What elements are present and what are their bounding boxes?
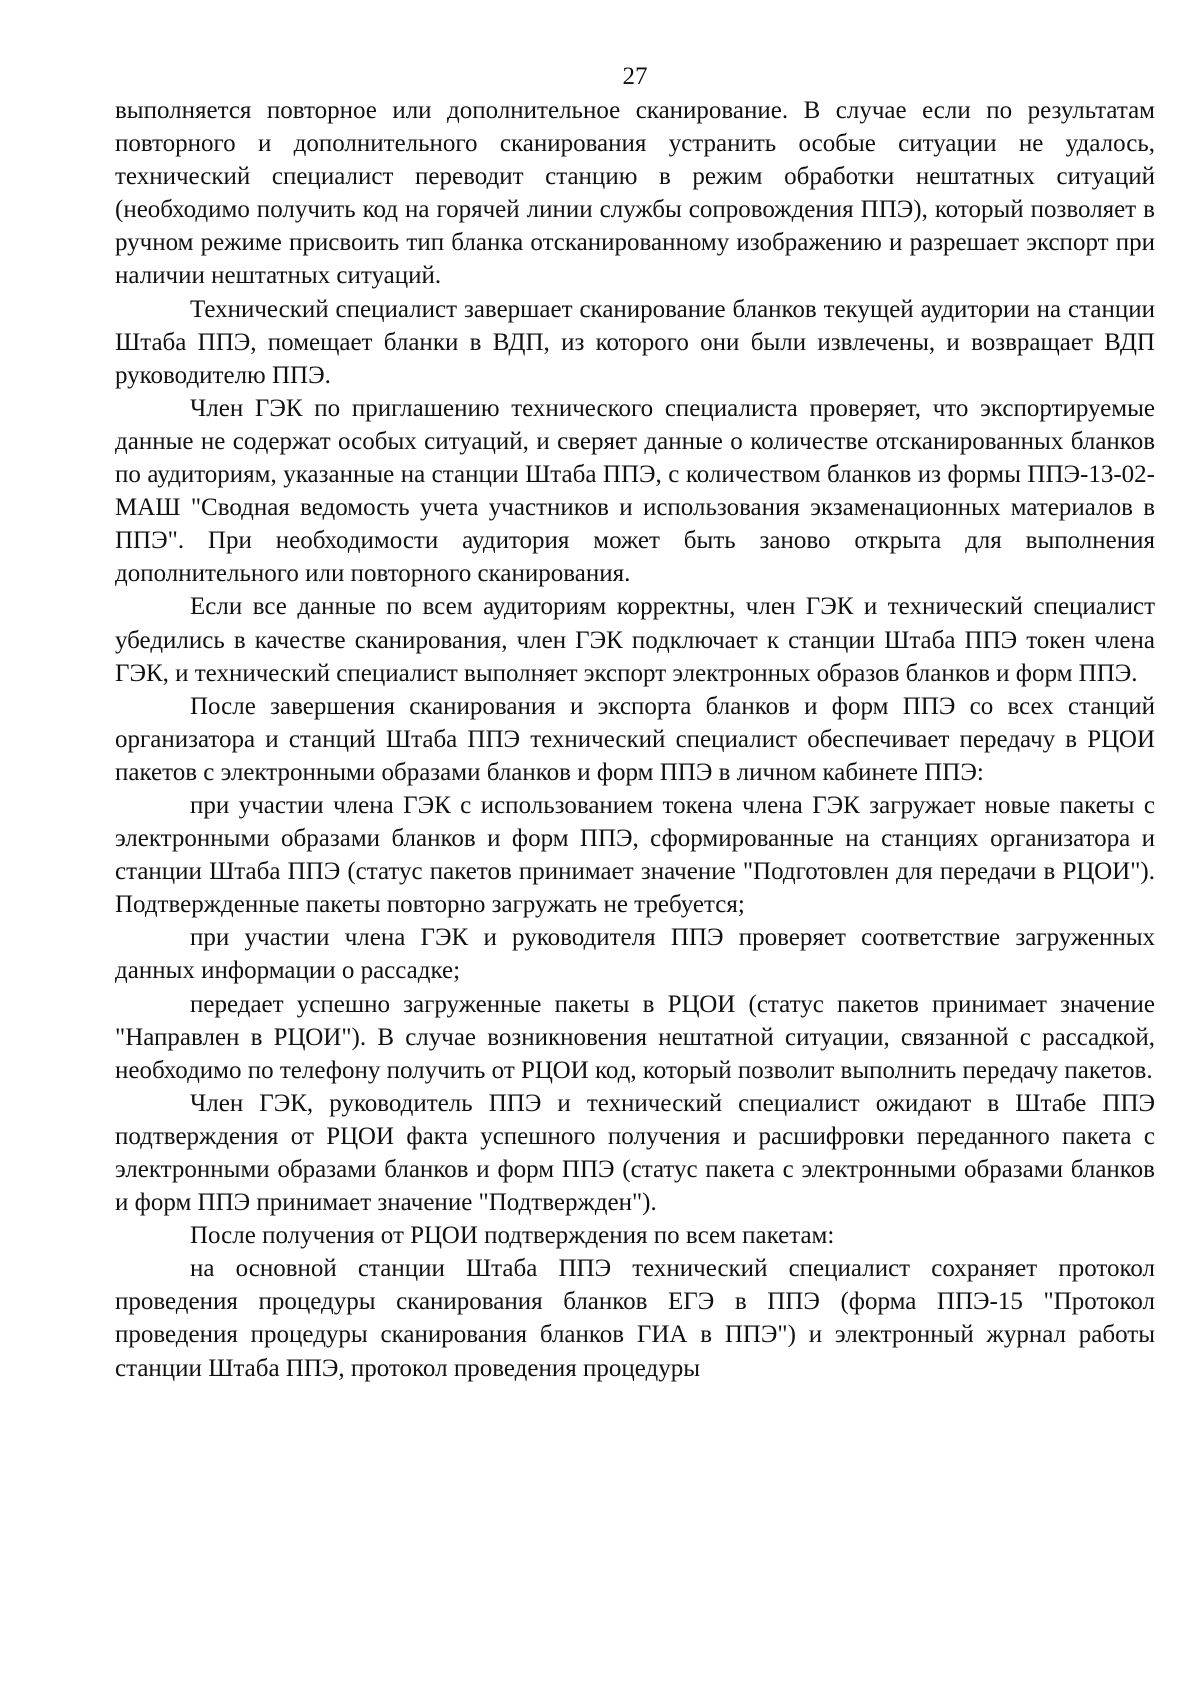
paragraph-finish-scanning: Технический специалист завершает сканирование бланков текущей аудитории на станции Штаба ППЭ, помещает бланки в ВДП, из которого они были извлечены, и возвращает ВДП руководителю ППЭ. <box>115 295 1155 389</box>
document-page <box>115 62 1155 1385</box>
paragraph-rescan-continuation: выполняется повторное или дополнительное сканирование. В случае если по результатам повторного и дополнительного сканирования устранить особые ситуации не удалось, технический специалист переводит станцию в режим обработки нештатных ситуаций (необходимо получить код на горячей линии службы сопровождения ППЭ), который позволяет в ручном режиме присвоить тип бланка отсканированному изображению и разрешает экспорт при наличии нештатных ситуаций. <box>115 97 1155 290</box>
paragraph-after-confirmation: После получения от РЦОИ подтверждения по всем пакетам: <box>190 1222 835 1250</box>
paragraph-verify-seating: при участии члена ГЭК и руководителя ППЭ проверяет соответствие загруженных данных информации о рассадке; <box>115 924 1155 985</box>
paragraph-await-confirmation: Член ГЭК, руководитель ППЭ и технический специалист ожидают в Штабе ППЭ подтверждения от РЦОИ факта успешного получения и расшифровки переданного пакета с электронными образами бланков и форм ППЭ (статус пакета с электронными образами бланков и форм ППЭ принимает значение "Подтвержден"). <box>115 1089 1155 1217</box>
paragraph-transfer-to-rcoi: После завершения сканирования и экспорта бланков и форм ППЭ со всех станций организатора и станций Штаба ППЭ технический специалист обеспечивает передачу в РЦОИ пакетов с электронными образами бланков и форм ППЭ в личном кабинете ППЭ: <box>115 692 1155 786</box>
page-number: 27 <box>622 63 648 90</box>
paragraph-gek-check: Член ГЭК по приглашению технического специалиста проверяет, что экспортируемые данные не содержат особых ситуаций, и сверяет данные о количестве отсканированных бланков по аудиториям, указанные на станции Штаба ППЭ, с количеством бланков из формы ППЭ-13-02-МАШ "Сводная ведомость учета участников и использования экзаменационных материалов в ППЭ". При необходимости аудитория может быть заново открыта для выполнения дополнительного или повторного сканирования. <box>115 394 1155 588</box>
paragraph-save-protocol: на основной станции Штаба ППЭ технический специалист сохраняет протокол проведения процедуры сканирования бланков ЕГЭ в ППЭ (форма ППЭ-15 "Протокол проведения процедуры сканирования бланков ГИА в ППЭ") и электронный журнал работы станции Штаба ППЭ, протокол проведения процедуры <box>115 1255 1155 1382</box>
paragraph-upload-packages: при участии члена ГЭК с использованием токена члена ГЭК загружает новые пакеты с электронными образами бланков и форм ППЭ, сформированные на станциях организатора и станции Штаба ППЭ (статус пакетов принимает значение "Подготовлен для передачи в РЦОИ"). Подтвержденные пакеты повторно загружать не требуется; <box>115 791 1155 919</box>
paragraph-export: Если все данные по всем аудиториям корректны, член ГЭК и технический специалист убедились в качестве сканирования, член ГЭК подключает к станции Штаба ППЭ токен члена ГЭК, и технический специалист выполняет экспорт электронных образов бланков и форм ППЭ. <box>115 593 1155 687</box>
paragraph-send-packages: передает успешно загруженные пакеты в РЦОИ (статус пакетов принимает значение "Направлен в РЦОИ"). В случае возникновения нештатной ситуации, связанной с рассадкой, необходимо по телефону получить от РЦОИ код, который позволит выполнить передачу пакетов. <box>115 990 1155 1084</box>
